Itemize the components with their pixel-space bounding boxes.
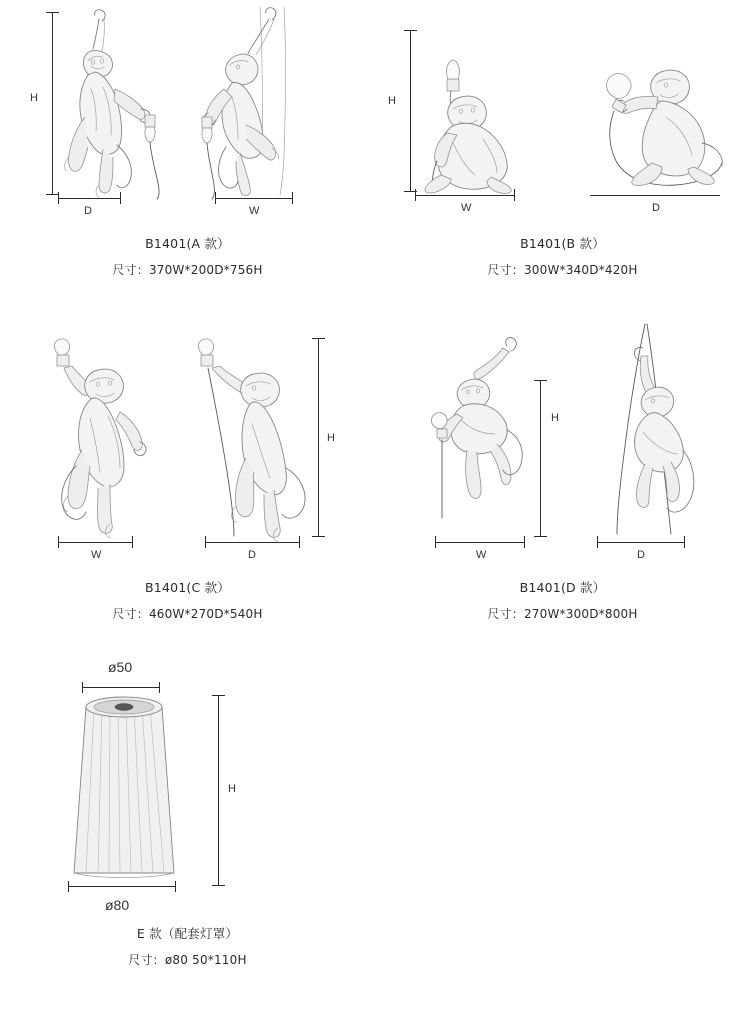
measure-tick-top-e-right (159, 682, 160, 693)
measure-line-w-b (415, 195, 515, 196)
figure-hanging-monkey-side (190, 5, 315, 200)
measure-tick-top-e-left (82, 682, 83, 693)
caption-product-b (375, 234, 750, 280)
dim-label-d-d: D (637, 549, 645, 561)
measure-tick-w-d-left (435, 536, 436, 548)
measure-line-h-b (410, 30, 411, 192)
dim-label-w-c: W (91, 549, 102, 561)
measure-tick-d-d-right (684, 536, 685, 548)
measure-tick-h-e-bottom (212, 885, 225, 886)
product-name-e: E 款（配套灯罩） (136, 926, 239, 941)
dim-label-d-c: D (248, 549, 256, 561)
figure-rope-monkey-side (593, 322, 703, 537)
dim-label-w-b: W (461, 202, 472, 214)
figure-climbing-monkey-front (423, 332, 538, 537)
product-name-c: B1401(C 款） (145, 580, 230, 595)
dim-label-w-a: W (249, 205, 260, 217)
measure-line-d-d (597, 542, 685, 543)
measure-tick-h-c-bottom (312, 536, 325, 537)
product-dims-b: 尺寸：300W*340D*420H (487, 263, 638, 277)
figure-sitting-monkey-front (417, 35, 527, 195)
measure-line-d-b (590, 195, 720, 196)
measure-tick-h-e-top (212, 695, 225, 696)
product-name-a: B1401(A 款） (145, 236, 230, 251)
dim-label-h-e: H (228, 783, 236, 795)
product-dims-c: 尺寸：460W*270D*540H (112, 607, 263, 621)
product-dims-a: 尺寸：370W*200D*756H (112, 263, 263, 277)
measure-tick-h-b-top (404, 30, 417, 31)
dim-label-bottom-e: ø80 (105, 897, 130, 913)
product-panel-d (375, 310, 750, 630)
dim-label-d-b: D (652, 202, 660, 214)
dim-label-h-d: H (551, 412, 559, 424)
measure-line-h-c (318, 338, 319, 536)
measure-line-top-e (82, 687, 160, 688)
measure-line-w-d (435, 542, 525, 543)
product-dims-e: 尺寸：ø80 50*110H (128, 953, 247, 967)
dim-label-h-a: H (30, 92, 38, 104)
measure-tick-w-b-left (415, 189, 416, 201)
product-panel-c (0, 310, 375, 630)
dim-label-top-e: ø50 (108, 659, 133, 675)
caption-product-c (0, 578, 375, 624)
dim-label-h-c: H (327, 432, 335, 444)
product-panel-b (375, 0, 750, 290)
caption-product-d (375, 578, 750, 624)
measure-tick-h-c-top (312, 338, 325, 339)
figure-standing-monkey-side (188, 338, 313, 543)
figure-standing-monkey-front (40, 338, 160, 543)
product-name-b: B1401(B 款） (520, 236, 605, 251)
measure-line-bottom-e (68, 886, 176, 887)
caption-product-a (0, 234, 375, 280)
measure-tick-w-d-right (524, 536, 525, 548)
product-panel-e (0, 645, 375, 985)
measure-tick-d-d-left (597, 536, 598, 548)
figure-lamp-shade (68, 693, 180, 885)
dim-label-d-a: D (84, 205, 92, 217)
product-name-d: B1401(D 款） (519, 580, 606, 595)
figure-sitting-monkey-side (590, 35, 730, 195)
dim-label-w-d: W (476, 549, 487, 561)
figure-hanging-monkey-front (55, 5, 170, 200)
caption-product-e (0, 924, 375, 970)
measure-line-h-e (218, 695, 219, 885)
measure-line-h-a (52, 12, 53, 194)
product-dims-d: 尺寸：270W*300D*800H (487, 607, 638, 621)
measure-line-h-d (540, 380, 541, 536)
product-panel-a (0, 0, 375, 290)
dim-label-h-b: H (388, 95, 396, 107)
